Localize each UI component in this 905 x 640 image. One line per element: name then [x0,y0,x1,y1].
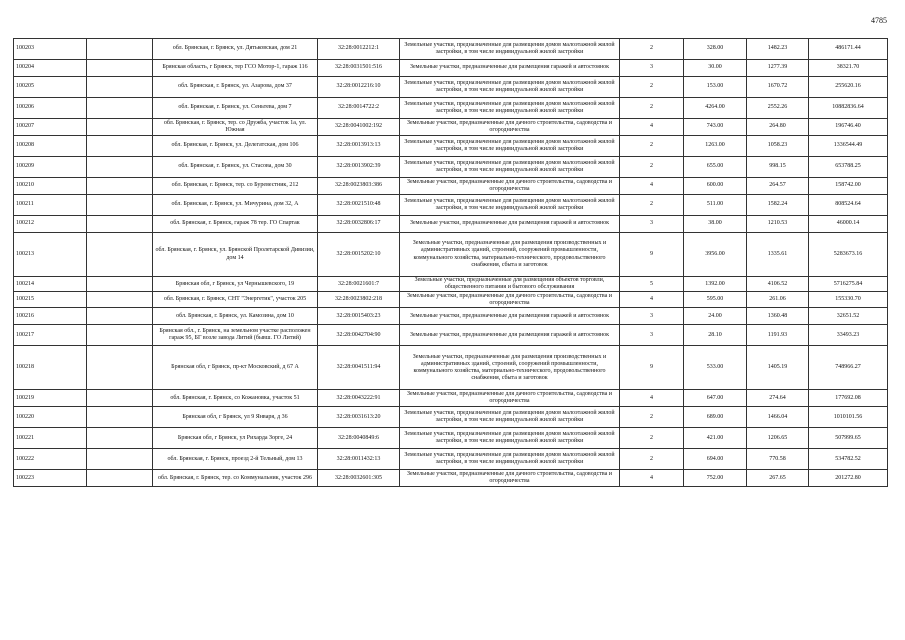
cell-cadastral-value: 46000.14 [809,216,888,233]
cell-address: обл. Брянская, г. Брянск, СНТ "Энергетик", участок 205 [153,292,318,308]
cell-specific-value: 1466.04 [747,407,809,428]
cell-area: 533.00 [684,346,747,390]
cell-address: Брянская обл, г Брянск, ул 9 Января, д 36 [153,407,318,428]
cell-address: обл. Брянская, г. Брянск, ул. Сеньтева, дом 7 [153,98,318,119]
cell-specific-value: 1482.23 [747,39,809,60]
cell-cadastral-value: 177692.08 [809,390,888,407]
cell-cadastral-value: 155330.70 [809,292,888,308]
cell-address: обл. Брянская, г. Брянск, ул. Делегатская, дом 106 [153,136,318,157]
cell-blank [87,157,153,178]
table-row [14,178,888,195]
cell-cadastral-number: 32:28:0023802:218 [318,292,400,308]
cell-area: 743.00 [684,119,747,136]
cell-id: 100218 [14,346,87,390]
cell-area: 153.00 [684,77,747,98]
cell-id: 100206 [14,98,87,119]
cell-address: Брянская обл., г. Брянск, на земельном участке расположен гараж 95, БГ возле завода Литий (бывш. ГО Литий) [153,325,318,346]
cell-specific-value: 274.64 [747,390,809,407]
cell-area: 511.00 [684,195,747,216]
cell-area: 30.00 [684,60,747,77]
cell-group: 3 [620,308,684,325]
cell-address: обл. Брянская, г. Брянск, ул. Камозина, дом 10 [153,308,318,325]
cell-cadastral-number: 32:28:0031613:20 [318,407,400,428]
cell-area: 38.00 [684,216,747,233]
cell-specific-value: 1335.61 [747,233,809,277]
cell-cadastral-value: 10882836.64 [809,98,888,119]
table-row [14,428,888,449]
table-row [14,119,888,136]
cell-group: 2 [620,428,684,449]
cell-land-use: Земельные участки, предназначенные для размещения домов малоэтажной жилой застройки, в том числе индивидуальной жилой застройки [400,77,620,98]
cell-cadastral-number: 32:28:0043222:91 [318,390,400,407]
cell-address: обл. Брянская, г. Брянск, ул. Дятьковская, дом 21 [153,39,318,60]
cell-land-use: Земельные участки, предназначенные для дачного строительства, садоводства и огородничества [400,178,620,195]
cell-address: обл. Брянская, г. Брянск, ул. Брянской Пролетарской Дивизии, дом 14 [153,233,318,277]
cell-cadastral-number: 32:28:0013913:13 [318,136,400,157]
cell-cadastral-value: 38321.70 [809,60,888,77]
cell-cadastral-number: 32:28:0011432:13 [318,449,400,470]
cell-cadastral-number: 32:28:0031501:516 [318,60,400,77]
cell-address: Брянская область, г Брянск, тер ГСО Мотор-1, гараж 116 [153,60,318,77]
cell-specific-value: 1582.24 [747,195,809,216]
cell-id: 100212 [14,216,87,233]
cell-id: 100204 [14,60,87,77]
table-row [14,60,888,77]
cell-land-use: Земельные участки, предназначенные для размещения гаражей и автостоянок [400,325,620,346]
cell-address: обл. Брянская, г. Брянск, тер. со Дружба, участок 1а, ул. Южная [153,119,318,136]
cell-blank [87,119,153,136]
cell-group: 5 [620,277,684,292]
table-row [14,390,888,407]
cell-blank [87,277,153,292]
cell-specific-value: 264.80 [747,119,809,136]
cell-group: 4 [620,390,684,407]
table-body [14,39,888,487]
cell-cadastral-number: 32:28:0012212:1 [318,39,400,60]
cell-land-use: Земельные участки, предназначенные для размещения домов малоэтажной жилой застройки, в том числе индивидуальной жилой застройки [400,449,620,470]
cell-cadastral-number: 32:28:0013902:39 [318,157,400,178]
cell-blank [87,325,153,346]
cell-cadastral-number: 32:28:0041002:192 [318,119,400,136]
cell-area: 24.00 [684,308,747,325]
cell-area: 421.00 [684,428,747,449]
cell-group: 3 [620,60,684,77]
cell-group: 2 [620,195,684,216]
cell-address: обл. Брянская, г. Брянск, со Кожановка, участок 51 [153,390,318,407]
cell-area: 694.00 [684,449,747,470]
cell-specific-value: 998.15 [747,157,809,178]
cell-specific-value: 267.65 [747,470,809,487]
cell-id: 100219 [14,390,87,407]
table-row [14,292,888,308]
cell-address: обл. Брянская, г. Брянск, ул. Азарова, дом 37 [153,77,318,98]
cell-blank [87,60,153,77]
cell-specific-value: 2552.26 [747,98,809,119]
table-row [14,308,888,325]
cell-id: 100208 [14,136,87,157]
cell-specific-value: 1206.65 [747,428,809,449]
table-row [14,233,888,277]
cell-land-use: Земельные участки, предназначенные для дачного строительства, садоводства и огородничества [400,119,620,136]
cell-id: 100205 [14,77,87,98]
cell-specific-value: 1405.19 [747,346,809,390]
cell-address: обл. Брянская, г. Брянск, проезд 2-й Тельный, дом 13 [153,449,318,470]
table-row [14,216,888,233]
table-row [14,325,888,346]
cell-blank [87,390,153,407]
cell-blank [87,449,153,470]
cell-blank [87,77,153,98]
cell-group: 3 [620,216,684,233]
cell-cadastral-value: 196746.40 [809,119,888,136]
cell-id: 100216 [14,308,87,325]
cell-address: Брянская обл, г Брянск, пр-кт Московский, д 67 А [153,346,318,390]
cell-address: обл. Брянская, г. Брянск, ул. Мичурина, дом 32, А [153,195,318,216]
cell-area: 28.10 [684,325,747,346]
cell-land-use: Земельные участки, предназначенные для размещения гаражей и автостоянок [400,60,620,77]
cell-blank [87,216,153,233]
cell-cadastral-value: 507999.65 [809,428,888,449]
cell-group: 2 [620,157,684,178]
cell-cadastral-number: 32:28:0021510:48 [318,195,400,216]
cell-group: 2 [620,407,684,428]
cell-group: 9 [620,233,684,277]
cell-id: 100211 [14,195,87,216]
cell-specific-value: 261.06 [747,292,809,308]
cell-specific-value: 1191.93 [747,325,809,346]
cell-blank [87,308,153,325]
cell-cadastral-value: 653788.25 [809,157,888,178]
cell-blank [87,470,153,487]
cell-cadastral-value: 808524.64 [809,195,888,216]
cell-blank [87,136,153,157]
cell-land-use: Земельные участки, предназначенные для размещения домов малоэтажной жилой застройки, в том числе индивидуальной жилой застройки [400,428,620,449]
cell-area: 752.00 [684,470,747,487]
cell-land-use: Земельные участки, предназначенные для размещения домов малоэтажной жилой застройки, в том числе индивидуальной жилой застройки [400,39,620,60]
cell-blank [87,178,153,195]
cell-cadastral-value: 5716275.84 [809,277,888,292]
cell-group: 2 [620,39,684,60]
cell-id: 100217 [14,325,87,346]
cell-address: Брянская обл, г Брянск, ул Рихарда Зорге, 24 [153,428,318,449]
cell-blank [87,195,153,216]
cell-cadastral-number: 32:28:0014722:2 [318,98,400,119]
cell-blank [87,428,153,449]
cell-group: 2 [620,77,684,98]
table-row [14,136,888,157]
table-row [14,470,888,487]
cell-address: обл. Брянская, г. Брянск, ул. Стасова, дом 30 [153,157,318,178]
cell-cadastral-number: 32:28:0015403:23 [318,308,400,325]
cell-specific-value: 1210.53 [747,216,809,233]
cell-area: 595.00 [684,292,747,308]
cell-id: 100207 [14,119,87,136]
cell-land-use: Земельные участки, предназначенные для размещения производственных и административных зданий, строений, сооружений промышленности, коммунального хозяйства, материально-технического, продовольственного снабжения, сбыта и заготовок [400,233,620,277]
cell-group: 9 [620,346,684,390]
cell-group: 4 [620,178,684,195]
cell-specific-value: 264.57 [747,178,809,195]
cell-cadastral-value: 1010101.56 [809,407,888,428]
cell-cadastral-value: 32651.52 [809,308,888,325]
cell-id: 100222 [14,449,87,470]
cell-land-use: Земельные участки, предназначенные для дачного строительства, садоводства и огородничества [400,470,620,487]
cell-id: 100215 [14,292,87,308]
cell-blank [87,407,153,428]
cell-blank [87,233,153,277]
cell-land-use: Земельные участки, предназначенные для размещения домов малоэтажной жилой застройки, в том числе индивидуальной жилой застройки [400,195,620,216]
cell-cadastral-number: 32:28:0041511:94 [318,346,400,390]
cell-address: обл. Брянская, г. Брянск, гараж 78 тер. ГО Спартак [153,216,318,233]
cell-id: 100221 [14,428,87,449]
cell-address: обл. Брянская, г. Брянск, тер. со Буревестник, 212 [153,178,318,195]
table-row [14,39,888,60]
cell-group: 4 [620,470,684,487]
cell-group: 4 [620,292,684,308]
cell-cadastral-value: 33493.23 [809,325,888,346]
table-row [14,346,888,390]
cell-area: 4264.00 [684,98,747,119]
cell-land-use: Земельные участки, предназначенные для размещения объектов торговли, общественного питания и бытового обслуживания [400,277,620,292]
cell-land-use: Земельные участки, предназначенные для дачного строительства, садоводства и огородничества [400,390,620,407]
cell-area: 647.00 [684,390,747,407]
cell-specific-value: 770.58 [747,449,809,470]
cadastral-value-table [13,38,888,487]
cell-cadastral-value: 201272.80 [809,470,888,487]
cell-land-use: Земельные участки, предназначенные для размещения гаражей и автостоянок [400,216,620,233]
table-row [14,98,888,119]
cell-cadastral-number: 32:28:0042704:90 [318,325,400,346]
cell-id: 100203 [14,39,87,60]
cell-id: 100223 [14,470,87,487]
cell-area: 600.00 [684,178,747,195]
cell-specific-value: 1058.23 [747,136,809,157]
cell-area: 689.00 [684,407,747,428]
cell-land-use: Земельные участки, предназначенные для размещения производственных и административных зданий, строений, сооружений промышленности, коммунального хозяйства, материально-технического, продовольственного снабжения, сбыта и заготовок [400,346,620,390]
table-row [14,157,888,178]
cell-area: 655.00 [684,157,747,178]
cell-cadastral-value: 5283673.16 [809,233,888,277]
cell-land-use: Земельные участки, предназначенные для размещения домов малоэтажной жилой застройки, в том числе индивидуальной жилой застройки [400,407,620,428]
table-row [14,77,888,98]
cell-cadastral-value: 158742.00 [809,178,888,195]
cell-cadastral-number: 32:28:0021601:7 [318,277,400,292]
cell-blank [87,39,153,60]
cell-cadastral-number: 32:28:0040849:6 [318,428,400,449]
cell-blank [87,98,153,119]
cell-land-use: Земельные участки, предназначенные для размещения домов малоэтажной жилой застройки, в том числе индивидуальной жилой застройки [400,157,620,178]
page-number: 4785 [871,16,887,25]
cell-land-use: Земельные участки, предназначенные для дачного строительства, садоводства и огородничества [400,292,620,308]
cell-area: 328.00 [684,39,747,60]
cell-cadastral-value: 1336544.49 [809,136,888,157]
cell-land-use: Земельные участки, предназначенные для размещения домов малоэтажной жилой застройки, в том числе индивидуальной жилой застройки [400,98,620,119]
cell-address: Брянская обл, г Брянск, ул Чернышевского, 19 [153,277,318,292]
cell-area: 1263.00 [684,136,747,157]
cell-address: обл. Брянская, г. Брянск, тер. со Коммунальник, участок 296 [153,470,318,487]
cell-cadastral-value: 534782.52 [809,449,888,470]
cell-cadastral-number: 32:28:0023803:386 [318,178,400,195]
cell-land-use: Земельные участки, предназначенные для размещения гаражей и автостоянок [400,308,620,325]
cell-specific-value: 1277.39 [747,60,809,77]
cell-land-use: Земельные участки, предназначенные для размещения домов малоэтажной жилой застройки, в том числе индивидуальной жилой застройки [400,136,620,157]
cell-specific-value: 1670.72 [747,77,809,98]
cell-id: 100210 [14,178,87,195]
cell-specific-value: 1360.48 [747,308,809,325]
cell-group: 4 [620,119,684,136]
cell-cadastral-number: 32:28:0012216:10 [318,77,400,98]
cell-blank [87,292,153,308]
table-row [14,449,888,470]
cell-group: 2 [620,98,684,119]
cell-id: 100213 [14,233,87,277]
cell-blank [87,346,153,390]
cell-cadastral-number: 32:28:0032601:305 [318,470,400,487]
cell-group: 2 [620,136,684,157]
cell-cadastral-number: 32:28:0032806:17 [318,216,400,233]
table-row [14,407,888,428]
cell-area: 1392.00 [684,277,747,292]
cell-group: 2 [620,449,684,470]
cell-cadastral-value: 748966.27 [809,346,888,390]
cell-id: 100214 [14,277,87,292]
cell-id: 100209 [14,157,87,178]
cell-area: 3956.00 [684,233,747,277]
table-row [14,277,888,292]
cell-group: 3 [620,325,684,346]
cell-cadastral-number: 32:28:0015202:10 [318,233,400,277]
cell-specific-value: 4106.52 [747,277,809,292]
table-row [14,195,888,216]
cell-cadastral-value: 255620.16 [809,77,888,98]
cell-cadastral-value: 486171.44 [809,39,888,60]
cell-id: 100220 [14,407,87,428]
